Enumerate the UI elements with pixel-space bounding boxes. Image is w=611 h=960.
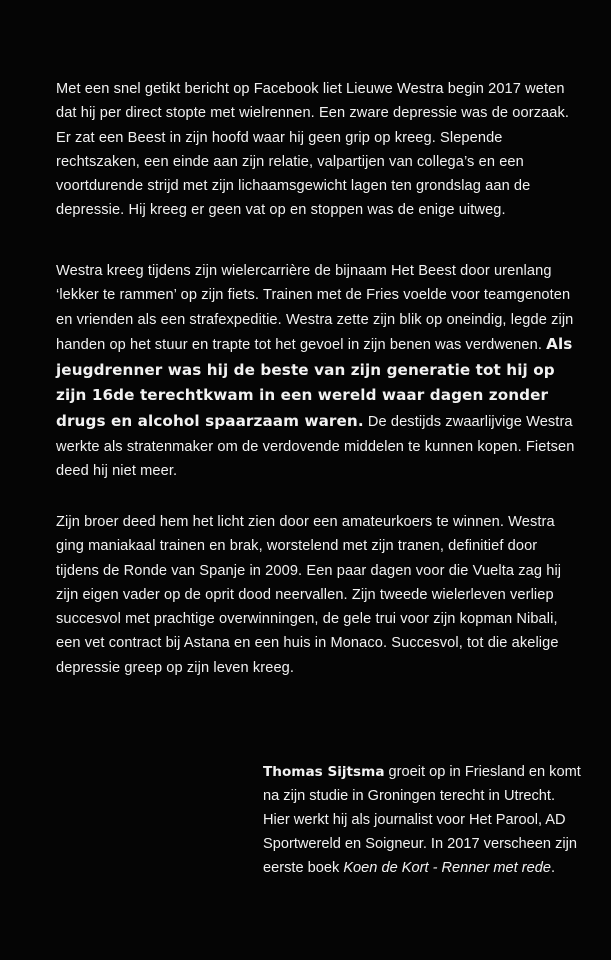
paragraph-intro: Met een snel getikt bericht op Facebook liet Lieuwe Westra begin 2017 weten dat hij per direct stopte met wielrennen. Een zware depressie was de oorzaak. Er zat een Beest in zijn hoofd waar hij geen grip op kreeg. Slepende rechtszaken, een einde aan zijn relatie, valpartijen van collega’s en een voortdurende strijd met zijn lichaamsgewicht lagen ten grondslag aan de depressie. Hij kreeg er geen vat op en stoppen was de enige uitweg. <box>56 81 570 219</box>
paragraph-career-text-end: De destijds zwaarlijvige Westra werkte als stratenmaker om de verdovende middelen te kunnen kopen. Fietsen deed hij niet meer. <box>56 414 575 480</box>
book-title: Koen de Kort - Renner met rede <box>343 860 551 877</box>
highlighted-quote: Als jeugdrenner was hij de beste van zijn generatie tot hij op zijn 16de terechtkwam in een wereld waar dagen zonder drugs en alcohol spaarzaam waren. <box>56 334 573 431</box>
author-name: Thomas Sijtsma <box>263 764 385 780</box>
author-bio-end: . <box>551 860 556 877</box>
paragraph-career <box>56 259 576 484</box>
paragraph-career-text: Westra kreeg tijdens zijn wielercarrière de bijnaam Het Beest door urenlang ‘lekker te rammen’ op zijn fiets. Trainen met de Fries voelde voor teamgenoten en vrienden als een strafexpeditie. Westra zette zijn blik op oneindig, legde zijn handen op het stuur en trapte tot het gevoel in zijn benen was verdwenen. <box>56 263 574 353</box>
author-bio <box>263 760 585 880</box>
paragraph-comeback: Zijn broer deed hem het licht zien door een amateurkoers te winnen. Westra ging maniakaal trainen en brak, worstelend met zijn tranen, definitief door tijdens de Ronde van Spanje in 2009. Een paar dagen voor die Vuelta zag hij zijn eigen vader op de oprit dood neervallen. Zijn tweede wielerleven verliep succesvol met prachtige overwinningen, de gele trui voor zijn kopman Nibali, een vet contract bij Astana en een huis in Monaco. Succesvol, tot die akelige depressie greep op zijn leven kreeg. <box>56 514 562 676</box>
author-bio-text: groeit op in Friesland en komt na zijn studie in Groningen terecht in Utrecht. Hier werkt hij als journalist voor Het Parool, AD Sportwereld en Soigneur. In 2017 verscheen zijn eerste boek <box>263 764 581 877</box>
